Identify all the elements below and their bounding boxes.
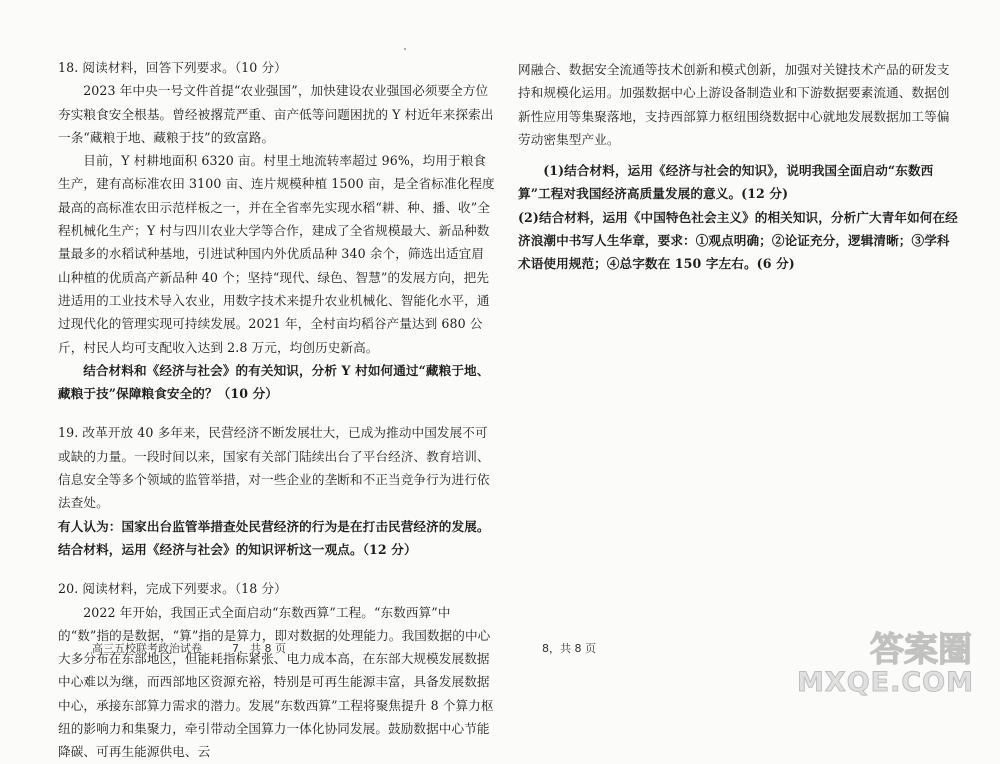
q19-material: 19. 改革开放 40 多年来，民营经济不断发展壮大，已成为推动中国发展不可或缺的力量。一段时间以来，国家有关部门陆续出台了平台经济、教育培训、信息安全等多个领域的监管举措，对一些企业的垄断和不正当竞争行为进行依法查处。 xyxy=(58,425,490,511)
q18-material-2: 目前，Y 村耕地面积 6320 亩。村里土地流转率超过 96%，均用于粮食生产，建有高标准农田 3100 亩、连片规模种植 1500 亩，是全省标准化程度最高的高标准农田示范样板之一，并在全省率先实现水稻“耕、种、播、收”全程机械化生产；Y 村与四川农业大学等合作，建成了全省规模最大、新品种数量最多的水稻试种基地，引进试种国内外优质品种 340 余个，筛选出适宜眉山种植的优质高产新品种 40 个；坚持“现代、绿色、智慧”的发展方向，把先进适用的工业技术导入农业，用数字技术来提升农业机械化、智能化水平，通过现代化的管理实现可持续发展。2021 年，全村亩均稻谷产量达到 680 公斤，村民人均可支配收入达到 2.8 万元，均创历史新高。 xyxy=(58,153,495,355)
q20-material-1: 2022 年开始，我国正式全面启动“东数西算”工程。“东数西算”中的“数”指的是数据，“算”指的是算力，即对数据的处理能力。我国数据的中心大多分布在东部地区，但能耗指标紧张、电力成本高，在东部大规模发展数据中心难以为继，而西部地区资源充裕，特别是可再生能源丰富，具备发展数据中心，承接东部算力需求的潜力。发展“东数西算”工程将聚焦提升 8 个算力枢纽的影响力和集聚力，牵引带动全国算力一体化协同发展。鼓励数据中心节能降碳、可再生能源供电、云 xyxy=(58,604,494,760)
watermark-text-cn: 答案圈 xyxy=(870,630,972,670)
scan-dot xyxy=(404,48,406,50)
q20-material-2: 网融合、数据安全流通等技术创新和模式创新，加强对关键技术产品的研发支持和规模化运用。加强数据中心上游设备制造业和下游数据要素流通、数据创新性应用等集聚落地，支持西部算力枢纽围绕数据中心就地发展数据加工等偏劳动密集型产业。 xyxy=(518,62,950,147)
q18-material-1: 2023 年中央一号文件首提“农业强国”，加快建设农业强国必须要全方位夯实粮食安全根基。曾经被撂荒严重、亩产低等问题困扰的 Y 村近年来探索出一条“藏粮于地、藏粮于技”的致富路。 xyxy=(58,83,494,145)
footer-exam-title: 高三五校联考政治试卷 xyxy=(92,642,202,655)
q20-heading: 20. 阅读材料，完成下列要求。（18 分） xyxy=(58,581,287,597)
footer-page-8: 8，共 8 页 xyxy=(542,642,596,655)
q18-heading: 18. 阅读材料，回答下列要求。（10 分） xyxy=(58,60,287,75)
q20-question-2: (2)结合材料，运用《中国特色社会主义》的相关知识，分析广大青年如何在经济浪潮中书写人生华章，要求：①观点明确；②论证充分，逻辑清晰；③学科术语使用规范；④总字数在 150 字左右。(6 分) xyxy=(518,209,958,272)
q18-question: 结合材料和《经济与社会》的有关知识，分析 Y 村如何通过“藏粮于地、藏粮于技”保障粮食安全的？（10 分） xyxy=(58,362,490,402)
right-page xyxy=(518,58,958,276)
footer-page-7: 7，共 8 页 xyxy=(232,642,286,655)
left-page xyxy=(58,56,496,764)
q20-question-1: (1)结合材料，运用《经济与社会的知识》，说明我国全面启动“东数西算”工程对我国经济高质量发展的意义。(12 分) xyxy=(518,163,934,202)
q19-question: 有人认为：国家出台监管举措查处民营经济的行为是在打击民营经济的发展。结合材料，运用《经济与社会》的知识评析这一观点。（12 分） xyxy=(58,518,490,557)
watermark-text-en: MXQE.COM xyxy=(797,667,974,698)
watermark-logo xyxy=(797,622,980,698)
